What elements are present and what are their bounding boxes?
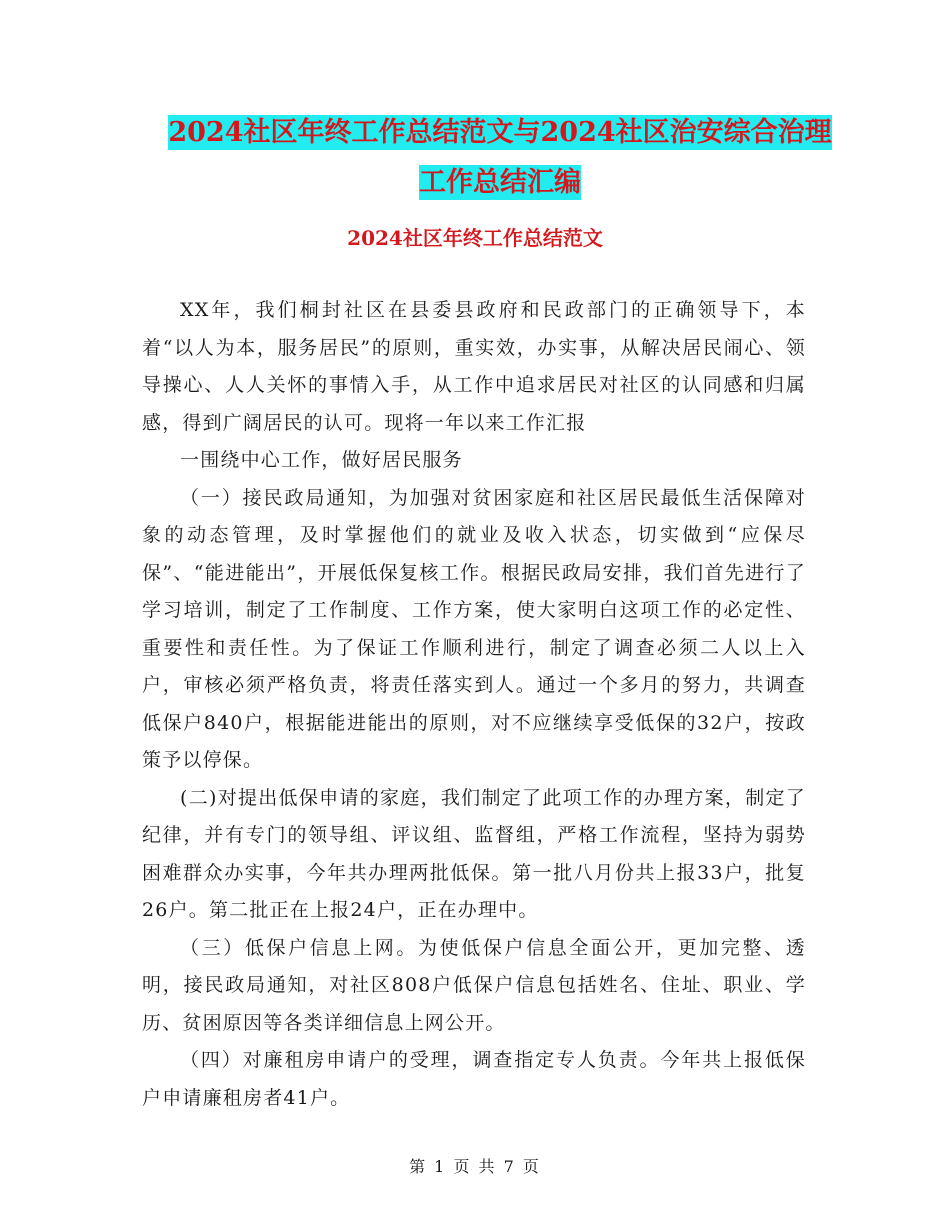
document-body: [142, 292, 806, 1117]
paragraph-item-1: （一）接民政局通知，为加强对贫困家庭和社区居民最低生活保障对象的动态管理，及时掌握他们的就业及收入状态，切实做到“应保尽保”、“能进能出”，开展低保复核工作。根据民政局安排，我们首先进行了学习培训，制定了工作制度、工作方案，使大家明白这项工作的必定性、重要性和责任性。为了保证工作顺利进行，制定了调查必须二人以上入户，审核必须严格负责，将责任落实到人。通过一个多月的努力，共调查低保户840户，根据能进能出的原则，对不应继续享受低保的32户，按政策予以停保。: [142, 486, 806, 771]
section-title: 2024社区年终工作总结范文: [347, 226, 603, 250]
document-title: [140, 108, 860, 208]
paragraph-item-2: (二)对提出低保申请的家庭，我们制定了此项工作的办理方案，制定了纪律，并有专门的领导组、评议组、监督组，严格工作流程，坚持为弱势困难群众办实事，今年共办理两批低保。第一批八月份共上报33户，批复26户。第二批正在上报24户，正在办理中。: [142, 786, 806, 921]
document-title-line-2: 工作总结汇编: [419, 167, 581, 198]
paragraph-intro: XX年，我们桐封社区在县委县政府和民政部门的正确领导下，本着“以人为本，服务居民”的原则，重实效，办实事，从解决居民闹心、领导操心、人人关怀的事情入手，从工作中追求居民对社区的认同感和归属感，得到广阔居民的认可。现将一年以来工作汇报: [142, 299, 806, 434]
paragraph-item-4: （四）对廉租房申请户的受理，调查指定专人负责。今年共上报低保户申请廉租房者41户。: [142, 1049, 806, 1109]
document-title-line-1: 2024社区年终工作总结范文与2024社区治安综合治理: [168, 117, 832, 148]
page-footer: 第 1 页 共 7 页: [409, 1157, 541, 1176]
paragraph-item-3: （三）低保户信息上网。为使低保户信息全面公开，更加完整、透明，接民政局通知，对社区808户低保户信息包括姓名、住址、职业、学历、贫困原因等各类详细信息上网公开。: [142, 936, 806, 1034]
paragraph-heading-1: 一围绕中心工作，做好居民服务: [180, 449, 463, 471]
